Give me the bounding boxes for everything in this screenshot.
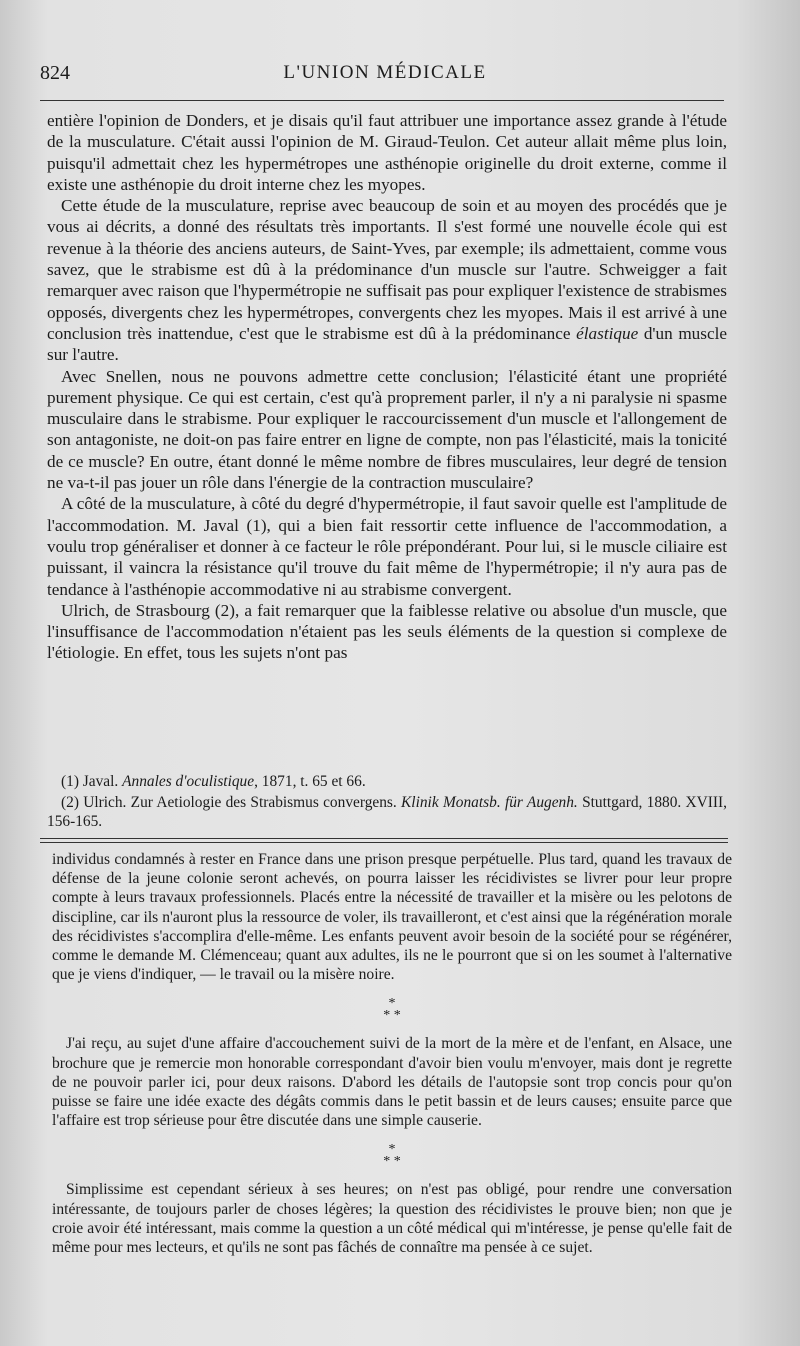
running-title: L'UNION MÉDICALE [283, 62, 487, 83]
feuilleton-separator [40, 838, 728, 843]
page-header [40, 58, 730, 88]
feuilleton-paragraph-3: Simplissime est cependant sérieux à ses heures; on n'est pas obligé, pour rendre une conversation intéressante, de toujours parler de choses légères; la question des récidivistes le prouve bien; non que je croie avoir été intéressant, mais comme la question a un côté médical qui m'intéresse, je pense qu'elle fait de même pour mes lecteurs, et qu'ils ne sont pas fâchés de connaître ma pensée à ce sujet. [52, 1181, 732, 1257]
italic-term: élastique [576, 323, 639, 343]
footnote-2-suffix: Stuttgard, 1880. XVIII, 156-165. [47, 794, 728, 830]
footnote-2-prefix: (2) Ulrich. Zur Aetiologie des Strabismus convergens. [61, 794, 402, 811]
article-paragraph-2-tail: d'un muscle sur l'autre. [47, 323, 727, 365]
asterism-2-top: * [388, 1142, 396, 1158]
footnote-1-prefix: (1) Javal. [61, 773, 123, 790]
article-paragraph-2 [47, 195, 727, 365]
asterism-2-bottom: * * [383, 1154, 401, 1170]
page-number: 824 [40, 62, 70, 84]
article-paragraph-5: Ulrich, de Strasbourg (2), a fait remarquer que la faiblesse relative ou absolue d'un muscle, que l'insuffisance de l'accommodation n'étaient pas les seuls éléments de la question si complexe de l'étiologie. En effet, tous les sujets n'ont pas [47, 600, 727, 663]
header-rule [40, 100, 724, 101]
article-paragraph-1: entière l'opinion de Donders, et je disais qu'il faut attribuer une importance assez grande à l'étude de la musculature. C'était aussi l'opinion de M. Giraud-Teulon. Cet auteur allait même plus loin, puisqu'il admettait chez les hypermétropes une asthénopie originelle du droit externe, comme il existe une asthénopie du droit interne chez les myopes. [47, 111, 727, 194]
footnotes [47, 772, 727, 833]
footnote-2-title: Klinik Monatsb. für Augenh. [401, 794, 578, 811]
feuilleton-paragraph-1: individus condamnés à rester en France dans une prison presque perpétuelle. Plus tard, quand les travaux de défense de la jeune colonie seront achevés, on pourra laisser les récidivistes se livrer pour leur propre compte à leurs travaux professionnels. Placés entre la nécessité de travailler et la misère ou les pelotons de discipline, car ils n'auront plus la ressource de voler, ils travailleront, et c'est ainsi que la régénération morale des récidivistes s'accomplira d'elle-même. Les enfants peuvent avoir besoin de la société pour se régénérer, comme le demande M. Clémenceau; quant aux adultes, ils ne le pourront que si on les soumet à l'alternative que je viens d'indiquer, — le travail ou la misère noire. [52, 851, 732, 984]
article-paragraph-2-text: Cette étude de la musculature, reprise avec beaucoup de soin et au moyen des procédés que je vous ai décrits, a donné des résultats très importants. Il s'est formé une nouvelle école qui est revenue à la théorie des anciens auteurs, de Saint-Yves, par exemple; ils admettaient, comme vous savez, que le strabisme est dû à la prédominance d'un muscle sur l'autre. Schweigger a fait remarquer avec raison que l'hypermétropie ne suffisait pas pour expliquer l'existence de strabismes opposés, divergents chez les hypermétropes, convergents chez les myopes. Mais il est arrivé à une conclusion très inattendue, c'est que le strabisme est dû à la prédominance [47, 196, 727, 343]
asterism-1-bottom: * * [383, 1008, 401, 1024]
asterism-2 [52, 1144, 732, 1168]
article-paragraph-3: Avec Snellen, nous ne pouvons admettre cette conclusion; l'élasticité étant une propriété purement physique. Ce qui est certain, c'est qu'à proprement parler, il n'y a ni paralysie ni spasme musculaire dans le strabisme. Pour expliquer le raccourcissement d'un muscle et l'allongement de son antagoniste, ne doit-on pas faire entrer en ligne de compte, non pas l'élasticité, mais la tonicité de ce muscle? En outre, étant donné le même nombre de fibres musculaires, leur degré de tension ne va-t-il pas jouer un rôle dans l'énergie de la contraction musculaire? [47, 366, 727, 493]
article-paragraph-4: A côté de la musculature, à côté du degré d'hypermétropie, il faut savoir quelle est l'amplitude de l'accommodation. M. Javal (1), qui a bien fait ressortir cette influence de l'accommodation, a voulu trop généraliser et donner à ce facteur le rôle prépondérant. Pour lui, si le muscle ciliaire est puissant, il vaincra la résistance qu'il trouve du fait même de l'hypermétropie; il n'y aura pas de tendance à l'asthénopie accommodative ni au strabisme convergent. [47, 494, 727, 599]
footnote-2 [47, 793, 727, 831]
feuilleton-paragraph-2: J'ai reçu, au sujet d'une affaire d'accouchement suivi de la mort de la mère et de l'enfant, en Alsace, une brochure que je remercie mon honorable correspondant d'avoir bien voulu m'envoyer, mais dont je regrette de ne pouvoir parler ici, pour deux raisons. D'abord les détails de l'autopsie sont trop concis pour qu'on puisse se faire une idée exacte des dégâts commis dans le petit bassin et de leurs causes; ensuite parce que l'affaire est trop sérieuse pour être discutée dans une simple causerie. [52, 1035, 732, 1130]
footnote-1 [47, 772, 727, 791]
footnote-1-title: Annales d'oculistique [122, 773, 255, 790]
footnote-1-suffix: , 1871, t. 65 et 66. [254, 773, 366, 790]
asterism-1-top: * [388, 996, 396, 1012]
feuilleton-body [52, 850, 732, 1257]
article-body [47, 110, 727, 664]
asterism-1 [52, 998, 732, 1022]
